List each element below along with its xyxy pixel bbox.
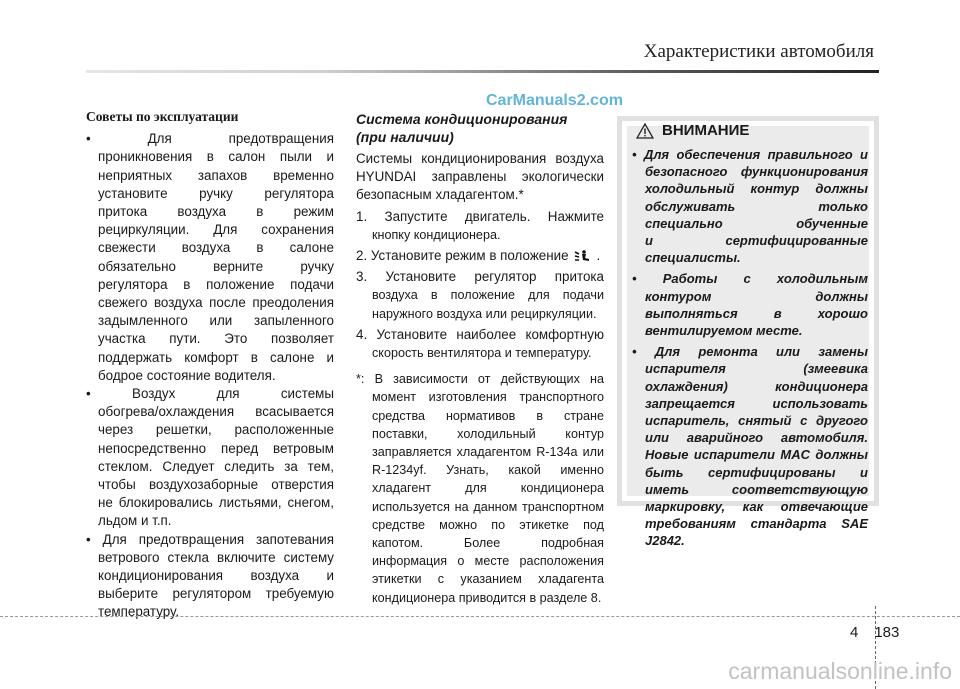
tip-line: стеклом. Следует следить за тем,	[98, 458, 334, 474]
tip-line: притока воздуха в режим	[98, 204, 334, 220]
warning-line: • Работы с холодильным	[632, 271, 868, 287]
tip-line: непосредственно перед ветровым	[98, 440, 334, 456]
warning-line: специально обученные	[645, 215, 868, 231]
tip-line: не блокировались листьями, снегом,	[98, 495, 334, 511]
page-number	[850, 624, 899, 641]
ac-step	[356, 208, 604, 244]
warning-line: • Для ремонта или замены	[632, 344, 868, 360]
warning-item	[632, 343, 868, 549]
tip-line: проникновения в салон пыли и	[98, 149, 334, 165]
footer-watermark: carmanualsonline.info	[728, 658, 952, 684]
chapter-title: Характеристики автомобиля	[643, 41, 874, 62]
warning-line: Новые испарители MAC должны	[645, 447, 868, 463]
warning-line: выполняться в хорошо	[645, 305, 868, 321]
step-line: 1. Запустите двигатель. Нажмите	[356, 208, 604, 224]
note-line: поставки, холодильный контур	[372, 426, 604, 441]
ac-steps	[356, 208, 604, 363]
note-line: средстве можно по этикетке под	[372, 517, 604, 532]
step-line: 3. Установите регулятор притока	[356, 269, 604, 285]
note-line: средства нормативов в стране	[372, 408, 604, 423]
tip-bullet	[86, 531, 334, 622]
tip-line: поддержать комфорт в салоне и	[98, 349, 334, 365]
warning-line: J2842.	[645, 533, 685, 549]
operation-tips-list	[86, 130, 334, 621]
note-line: хладагент для кондиционера	[372, 481, 604, 496]
tip-line: обязательно верните ручку	[98, 258, 334, 274]
tip-line: свежести воздуха в салоне	[98, 240, 334, 256]
warning-line: испаритель, снятый с другого	[645, 413, 868, 429]
note-line: кондиционера приводится в разделе 8.	[372, 590, 602, 605]
tip-line: неприятных запахов временно	[98, 167, 334, 183]
step-line: кнопку кондиционера.	[372, 227, 501, 242]
note-line: *: В зависимости от действующих на	[356, 372, 604, 387]
step-line: 4. Установите наиболее комфортную	[356, 326, 604, 342]
intro-line: безопасным хладагентом.*	[356, 187, 524, 203]
tip-line: • Для предотвращения	[86, 131, 334, 147]
tip-line: бодрое состояние водителя.	[98, 367, 276, 383]
warning-item	[632, 270, 868, 339]
tip-line: через решетки, расположенные	[98, 422, 334, 438]
tip-bullet	[86, 130, 334, 385]
ac-step	[356, 326, 604, 362]
step-line: наружного воздуха или рециркуляции.	[372, 306, 597, 321]
tip-line: чтобы воздухозаборные отверстия	[98, 477, 334, 493]
note-line: используется на данном транспортном	[372, 499, 604, 514]
warning-line: контуром должны	[645, 288, 868, 304]
tip-line: обогрева/охлаждения всасывается	[98, 404, 334, 420]
warning-line: охлаждения) кондиционера	[645, 378, 868, 394]
intro-line: Системы кондиционирования воздуха	[356, 151, 604, 166]
ac-section-title: Система кондиционирования	[356, 111, 568, 127]
warning-line: • Для обеспечения правильного и	[632, 147, 868, 162]
ac-step	[356, 268, 604, 323]
warning-line: запрещается использовать	[645, 395, 868, 411]
tip-line: регулятора в положение подачи	[98, 276, 334, 292]
warning-line: или аварийного автомобиля.	[645, 430, 868, 446]
warning-list	[632, 146, 868, 554]
tip-line: • Воздух для системы	[86, 386, 334, 402]
tip-bullet	[86, 385, 334, 531]
tip-line: температуру.	[98, 604, 180, 620]
step-line: скорость вентилятора и температуру.	[372, 346, 592, 361]
step-line-end: .	[596, 248, 601, 264]
step-line: 2. Установите режим в положение .	[356, 248, 601, 264]
page-number-value: 183	[874, 624, 900, 641]
header-rule	[86, 70, 879, 73]
warning-item	[632, 146, 868, 266]
warning-line: иметь соответствующую	[645, 481, 868, 497]
ac-intro	[356, 150, 604, 205]
watermark: CarManuals2.com	[486, 92, 623, 109]
footer-horizontal-guide	[0, 616, 960, 617]
warning-line: и сертифицированные	[645, 233, 868, 249]
warning-line: маркировку, как отвечающие	[645, 499, 868, 515]
tip-line: рециркуляции. Для сохранения	[98, 222, 334, 238]
ac-step	[356, 247, 604, 265]
tip-line: установите ручку регулятора	[98, 185, 334, 201]
ac-section-subtitle: (при наличии)	[356, 129, 454, 145]
warning-line: испарителя (змеевика	[645, 361, 868, 377]
tip-line: свежего воздуха после преодоления	[98, 295, 334, 311]
refrigerant-note	[356, 370, 604, 607]
note-line: информация о месте расположения	[372, 554, 604, 569]
intro-line: HYUNDAI заправлены экологически	[356, 169, 604, 185]
warning-line: обслуживать только	[645, 198, 868, 214]
warning-heading	[636, 122, 749, 139]
tip-line: льдом и т.п.	[98, 513, 172, 529]
operation-tips-title: Советы по эксплуатации	[86, 109, 239, 124]
step-line: воздуха в положение для подачи	[372, 288, 604, 303]
tip-line: кондиционирования воздуха и	[98, 568, 334, 584]
note-line: этикетки с указанием хладагента	[372, 572, 604, 587]
tip-line: выберите регулятором требуемую	[98, 586, 334, 602]
tip-line: участка пути. Это позволяет	[98, 331, 334, 347]
tip-line: ветрового стекла включите систему	[98, 549, 334, 565]
warning-triangle-icon	[636, 123, 654, 139]
tip-line: задымленного или запыленного	[98, 313, 334, 329]
note-line: момент изготовления транспортного	[372, 390, 604, 405]
warning-heading-text: ВНИМАНИЕ	[662, 122, 750, 139]
warning-line: холодильный контур должны	[645, 181, 868, 197]
warning-line: быть сертифицированы и	[645, 464, 868, 480]
note-line: капотом. Более подробная	[372, 536, 604, 551]
air-conditioning-column	[356, 110, 604, 607]
warning-line: безопасного функционирования	[645, 164, 868, 180]
warning-line: требованиям стандарта SAE	[645, 516, 868, 532]
warning-line: специалисты.	[645, 250, 741, 266]
chapter-number: 4	[850, 624, 859, 641]
tip-line: • Для предотвращения запотевания	[86, 531, 334, 547]
note-line: заправляется хладагентом R-134a или	[372, 445, 604, 460]
floor-defrost-mode-icon	[573, 250, 593, 263]
note-line: R-1234yf. Узнать, какой именно	[372, 463, 604, 478]
operation-tips-column	[86, 108, 334, 622]
warning-line: вентилируемом месте.	[645, 323, 803, 339]
